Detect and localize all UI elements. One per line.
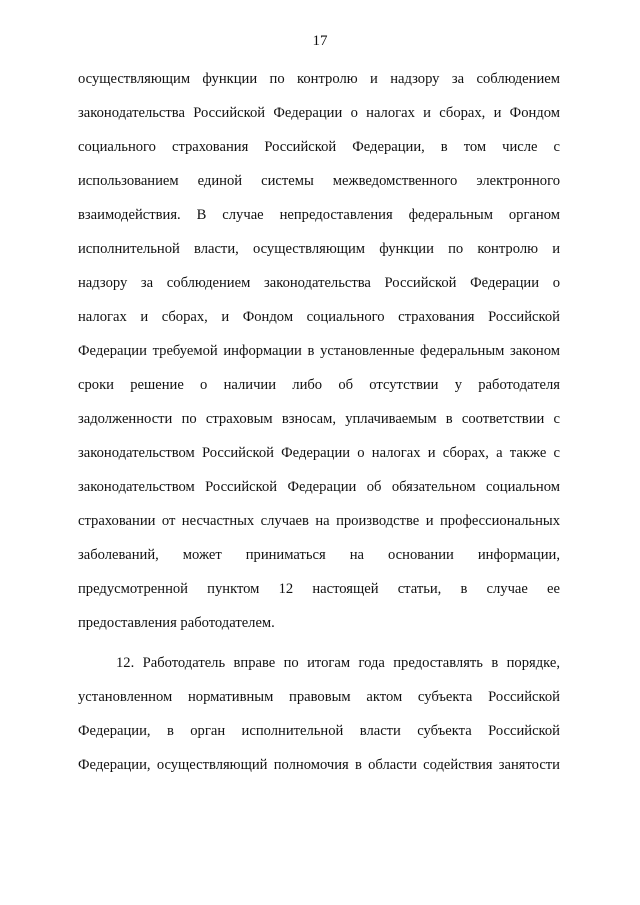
text-line: страховании от несчастных случаев на производстве и профессиональных bbox=[78, 513, 560, 529]
text-line: установленном нормативным правовым актом субъекта Российской bbox=[78, 689, 560, 705]
text-line: заболеваний, может приниматься на основании информации, bbox=[78, 547, 560, 563]
text-line: социального страхования Российской Федерации, в том числе с bbox=[78, 139, 560, 155]
text-line: законодательством Российской Федерации об обязательном социальном bbox=[78, 479, 560, 495]
text-line: Федерации, в орган исполнительной власти субъекта Российской bbox=[78, 723, 560, 739]
text-line: взаимодействия. В случае непредоставления федеральным органом bbox=[78, 207, 560, 223]
text-line: предусмотренной пунктом 12 настоящей статьи, в случае ее bbox=[78, 581, 560, 597]
page-number: 17 bbox=[312, 33, 328, 49]
text-line: законодательства Российской Федерации о налогах и сборах, и Фондом bbox=[78, 105, 560, 121]
text-line: использованием единой системы межведомственного электронного bbox=[78, 173, 560, 189]
text-line: 12. Работодатель вправе по итогам года предоставлять в порядке, bbox=[116, 655, 560, 671]
text-line: законодательством Российской Федерации о налогах и сборах, а также с bbox=[78, 445, 560, 461]
text-line: осуществляющим функции по контролю и надзору за соблюдением bbox=[78, 71, 560, 87]
text-line: Федерации требуемой информации в установленные федеральным законом bbox=[78, 343, 560, 359]
text-line: налогах и сборах, и Фондом социального страхования Российской bbox=[78, 309, 560, 325]
text-line: предоставления работодателем. bbox=[78, 615, 275, 631]
text-line: Федерации, осуществляющий полномочия в области содействия занятости bbox=[78, 757, 560, 773]
text-line: исполнительной власти, осуществляющим функции по контролю и bbox=[78, 241, 560, 257]
text-line: сроки решение о наличии либо об отсутствии у работодателя bbox=[78, 377, 560, 393]
text-line: надзору за соблюдением законодательства Российской Федерации о bbox=[78, 275, 560, 291]
text-line: задолженности по страховым взносам, уплачиваемым в соответствии с bbox=[78, 411, 560, 427]
